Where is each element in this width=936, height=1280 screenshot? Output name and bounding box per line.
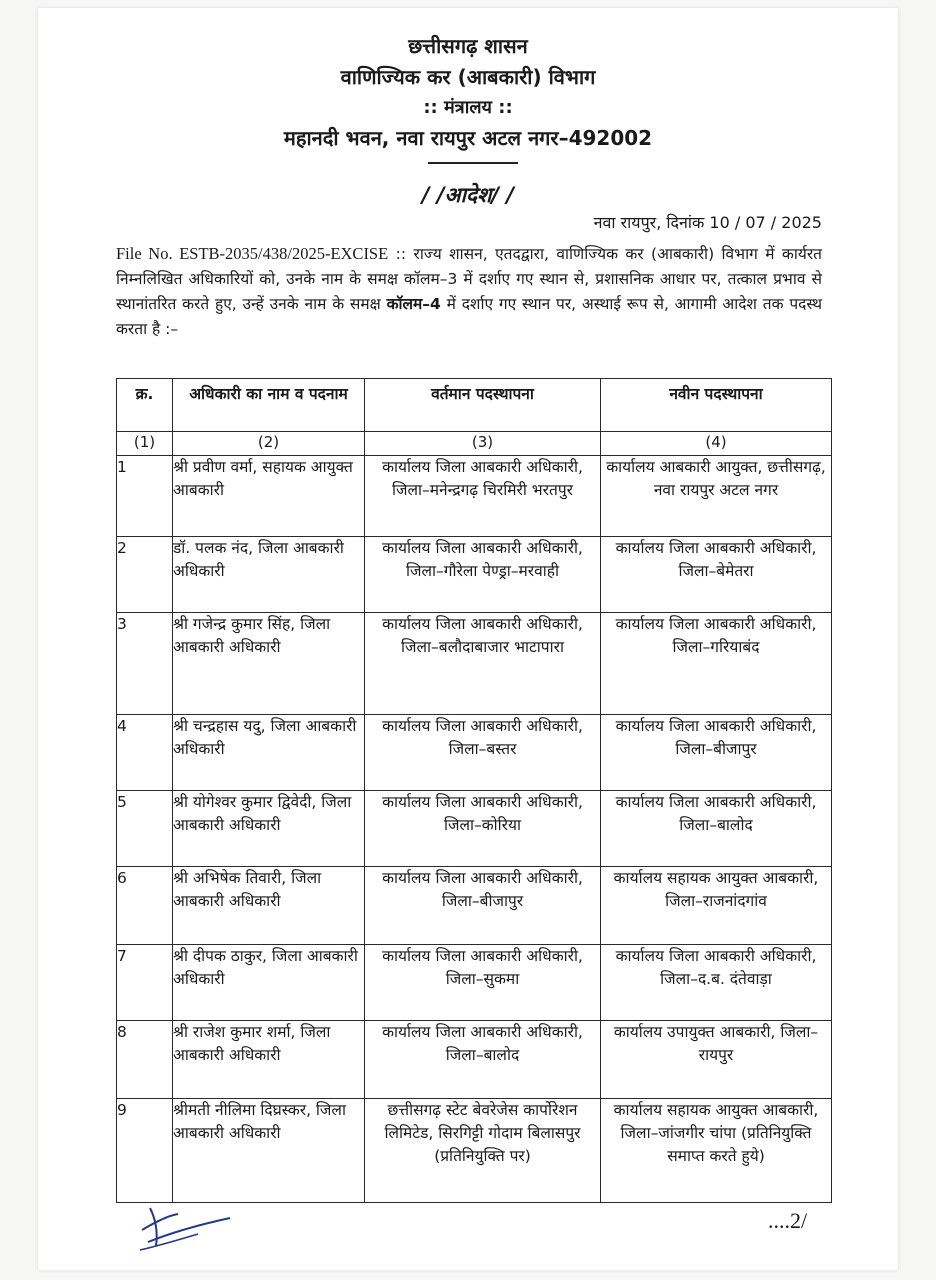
officer-cell: डॉ. पलक नंद, जिला आबकारी अधिकारी — [173, 537, 365, 613]
serial-cell: 8 — [117, 1021, 173, 1099]
current-posting-cell: कार्यालय जिला आबकारी अधिकारी, जिला–बीजापुर — [365, 867, 601, 945]
table-row — [117, 715, 832, 791]
table-header-row — [117, 379, 832, 432]
transfer-table — [116, 378, 832, 1203]
serial-cell: 6 — [117, 867, 173, 945]
ministry-label: :: मंत्रालय :: — [423, 97, 513, 118]
current-posting-cell: कार्यालय जिला आबकारी अधिकारी, जिला–बालोद — [365, 1021, 601, 1099]
officer-cell: श्री प्रवीण वर्मा, सहायक आयुक्त आबकारी — [173, 456, 365, 537]
header-officer: अधिकारी का नाम व पदनाम — [173, 379, 365, 432]
officer-cell: श्री योगेश्वर कुमार द्विवेदी, जिला आबकारी अधिकारी — [173, 791, 365, 867]
new-posting-cell: कार्यालय सहायक आयुक्त आबकारी, जिला–राजनांदगांव — [601, 867, 832, 945]
serial-cell: 2 — [117, 537, 173, 613]
serial-cell: 4 — [117, 715, 173, 791]
officer-cell: श्रीमती नीलिमा दिघ्रस्कर, जिला आबकारी अधिकारी — [173, 1099, 365, 1203]
signature-mark — [138, 1200, 248, 1260]
officer-cell: श्री दीपक ठाकुर, जिला आबकारी अधिकारी — [173, 945, 365, 1021]
table-row — [117, 945, 832, 1021]
current-posting-cell: कार्यालय जिला आबकारी अधिकारी, जिला–बस्तर — [365, 715, 601, 791]
order-body — [116, 241, 822, 342]
column-number: (3) — [365, 432, 601, 456]
column-number: (4) — [601, 432, 832, 456]
govt-name: छत्तीसगढ़ शासन — [408, 34, 528, 58]
officer-cell: श्री गजेन्द्र कुमार सिंह, जिला आबकारी अधिकारी — [173, 613, 365, 715]
header-divider — [428, 162, 518, 164]
table-row — [117, 537, 832, 613]
table-row — [117, 456, 832, 537]
new-posting-cell: कार्यालय जिला आबकारी अधिकारी, जिला–बालोद — [601, 791, 832, 867]
serial-cell: 7 — [117, 945, 173, 1021]
serial-cell: 5 — [117, 791, 173, 867]
table-row — [117, 1021, 832, 1099]
serial-cell: 3 — [117, 613, 173, 715]
new-posting-cell: कार्यालय आबकारी आयुक्त, छत्तीसगढ़, नवा रायपुर अटल नगर — [601, 456, 832, 537]
new-posting-cell: कार्यालय जिला आबकारी अधिकारी, जिला–गरियाबंद — [601, 613, 832, 715]
serial-cell: 9 — [117, 1099, 173, 1203]
current-posting-cell: छत्तीसगढ़ स्टेट बेवरेजेस कार्पोरेशन लिमिटेड, सिरगिट्टी गोदाम बिलासपुर (प्रतिनियुक्ति पर) — [365, 1099, 601, 1203]
current-posting-cell: कार्यालय जिला आबकारी अधिकारी, जिला–गौरेला पेण्ड्रा–मरवाही — [365, 537, 601, 613]
order-title: / /आदेश/ / — [421, 183, 515, 207]
table-row — [117, 867, 832, 945]
serial-cell: 1 — [117, 456, 173, 537]
new-posting-cell: कार्यालय जिला आबकारी अधिकारी, जिला–बीजापुर — [601, 715, 832, 791]
column-number: (2) — [173, 432, 365, 456]
current-posting-cell: कार्यालय जिला आबकारी अधिकारी, जिला–सुकमा — [365, 945, 601, 1021]
officer-cell: श्री राजेश कुमार शर्मा, जिला आबकारी अधिकारी — [173, 1021, 365, 1099]
table-row — [117, 1099, 832, 1203]
officer-cell: श्री अभिषेक तिवारी, जिला आबकारी अधिकारी — [173, 867, 365, 945]
new-posting-cell: कार्यालय उपायुक्त आबकारी, जिला–रायपुर — [601, 1021, 832, 1099]
department-name: वाणिज्यिक कर (आबकारी) विभाग — [340, 65, 596, 89]
current-posting-cell: कार्यालय जिला आबकारी अधिकारी, जिला–बलौदाबाजार भाटापारा — [365, 613, 601, 715]
column-number-row — [117, 432, 832, 456]
officer-cell: श्री चन्द्रहास यदु, जिला आबकारी अधिकारी — [173, 715, 365, 791]
column-number: (1) — [117, 432, 173, 456]
table-row — [117, 613, 832, 715]
table-row — [117, 791, 832, 867]
new-posting-cell: कार्यालय जिला आबकारी अधिकारी, जिला–बेमेतरा — [601, 537, 832, 613]
date-line: नवा रायपुर, दिनांक 10 / 07 / 2025 — [593, 213, 822, 232]
new-posting-cell: कार्यालय सहायक आयुक्त आबकारी, जिला–जांजगीर चांपा (प्रतिनियुक्ति समाप्त करते हुये) — [601, 1099, 832, 1203]
order-text-part1: :: राज्य शासन, एतदद्वारा, वाणिज्यिक कर (आबकारी) विभाग में कार्यरत निम्नलिखित अधिकारियों को, उनके नाम के समक्ष कॉलम–3 में दर्शाए गए स्थान से, प्रशासनिक आधार पर, तत्काल प्रभाव से स्थानांतरित करते हुए, उन्हें उनके नाम के समक्ष — [116, 245, 822, 313]
current-posting-cell: कार्यालय जिला आबकारी अधिकारी, जिला–कोरिया — [365, 791, 601, 867]
office-address: महानदी भवन, नवा रायपुर अटल नगर–492002 — [283, 126, 653, 150]
file-number: File No. ESTB-2035/438/2025-EXCISE — [116, 244, 389, 263]
order-text-part2: में दर्शाए गए स्थान पर, अस्थाई रूप से, आगामी आदेश तक पदस्थ करता है :– — [116, 295, 822, 338]
current-posting-cell: कार्यालय जिला आबकारी अधिकारी, जिला–मनेन्द्रगढ़ चिरमिरी भरतपुर — [365, 456, 601, 537]
header-new-posting: नवीन पदस्थापना — [601, 379, 832, 432]
page-number: ....2/ — [768, 1208, 808, 1233]
column-reference: कॉलम–4 — [386, 295, 441, 313]
new-posting-cell: कार्यालय जिला आबकारी अधिकारी, जिला–द.ब. दंतेवाड़ा — [601, 945, 832, 1021]
header-serial: क्र. — [117, 379, 173, 432]
header-current-posting: वर्तमान पदस्थापना — [365, 379, 601, 432]
